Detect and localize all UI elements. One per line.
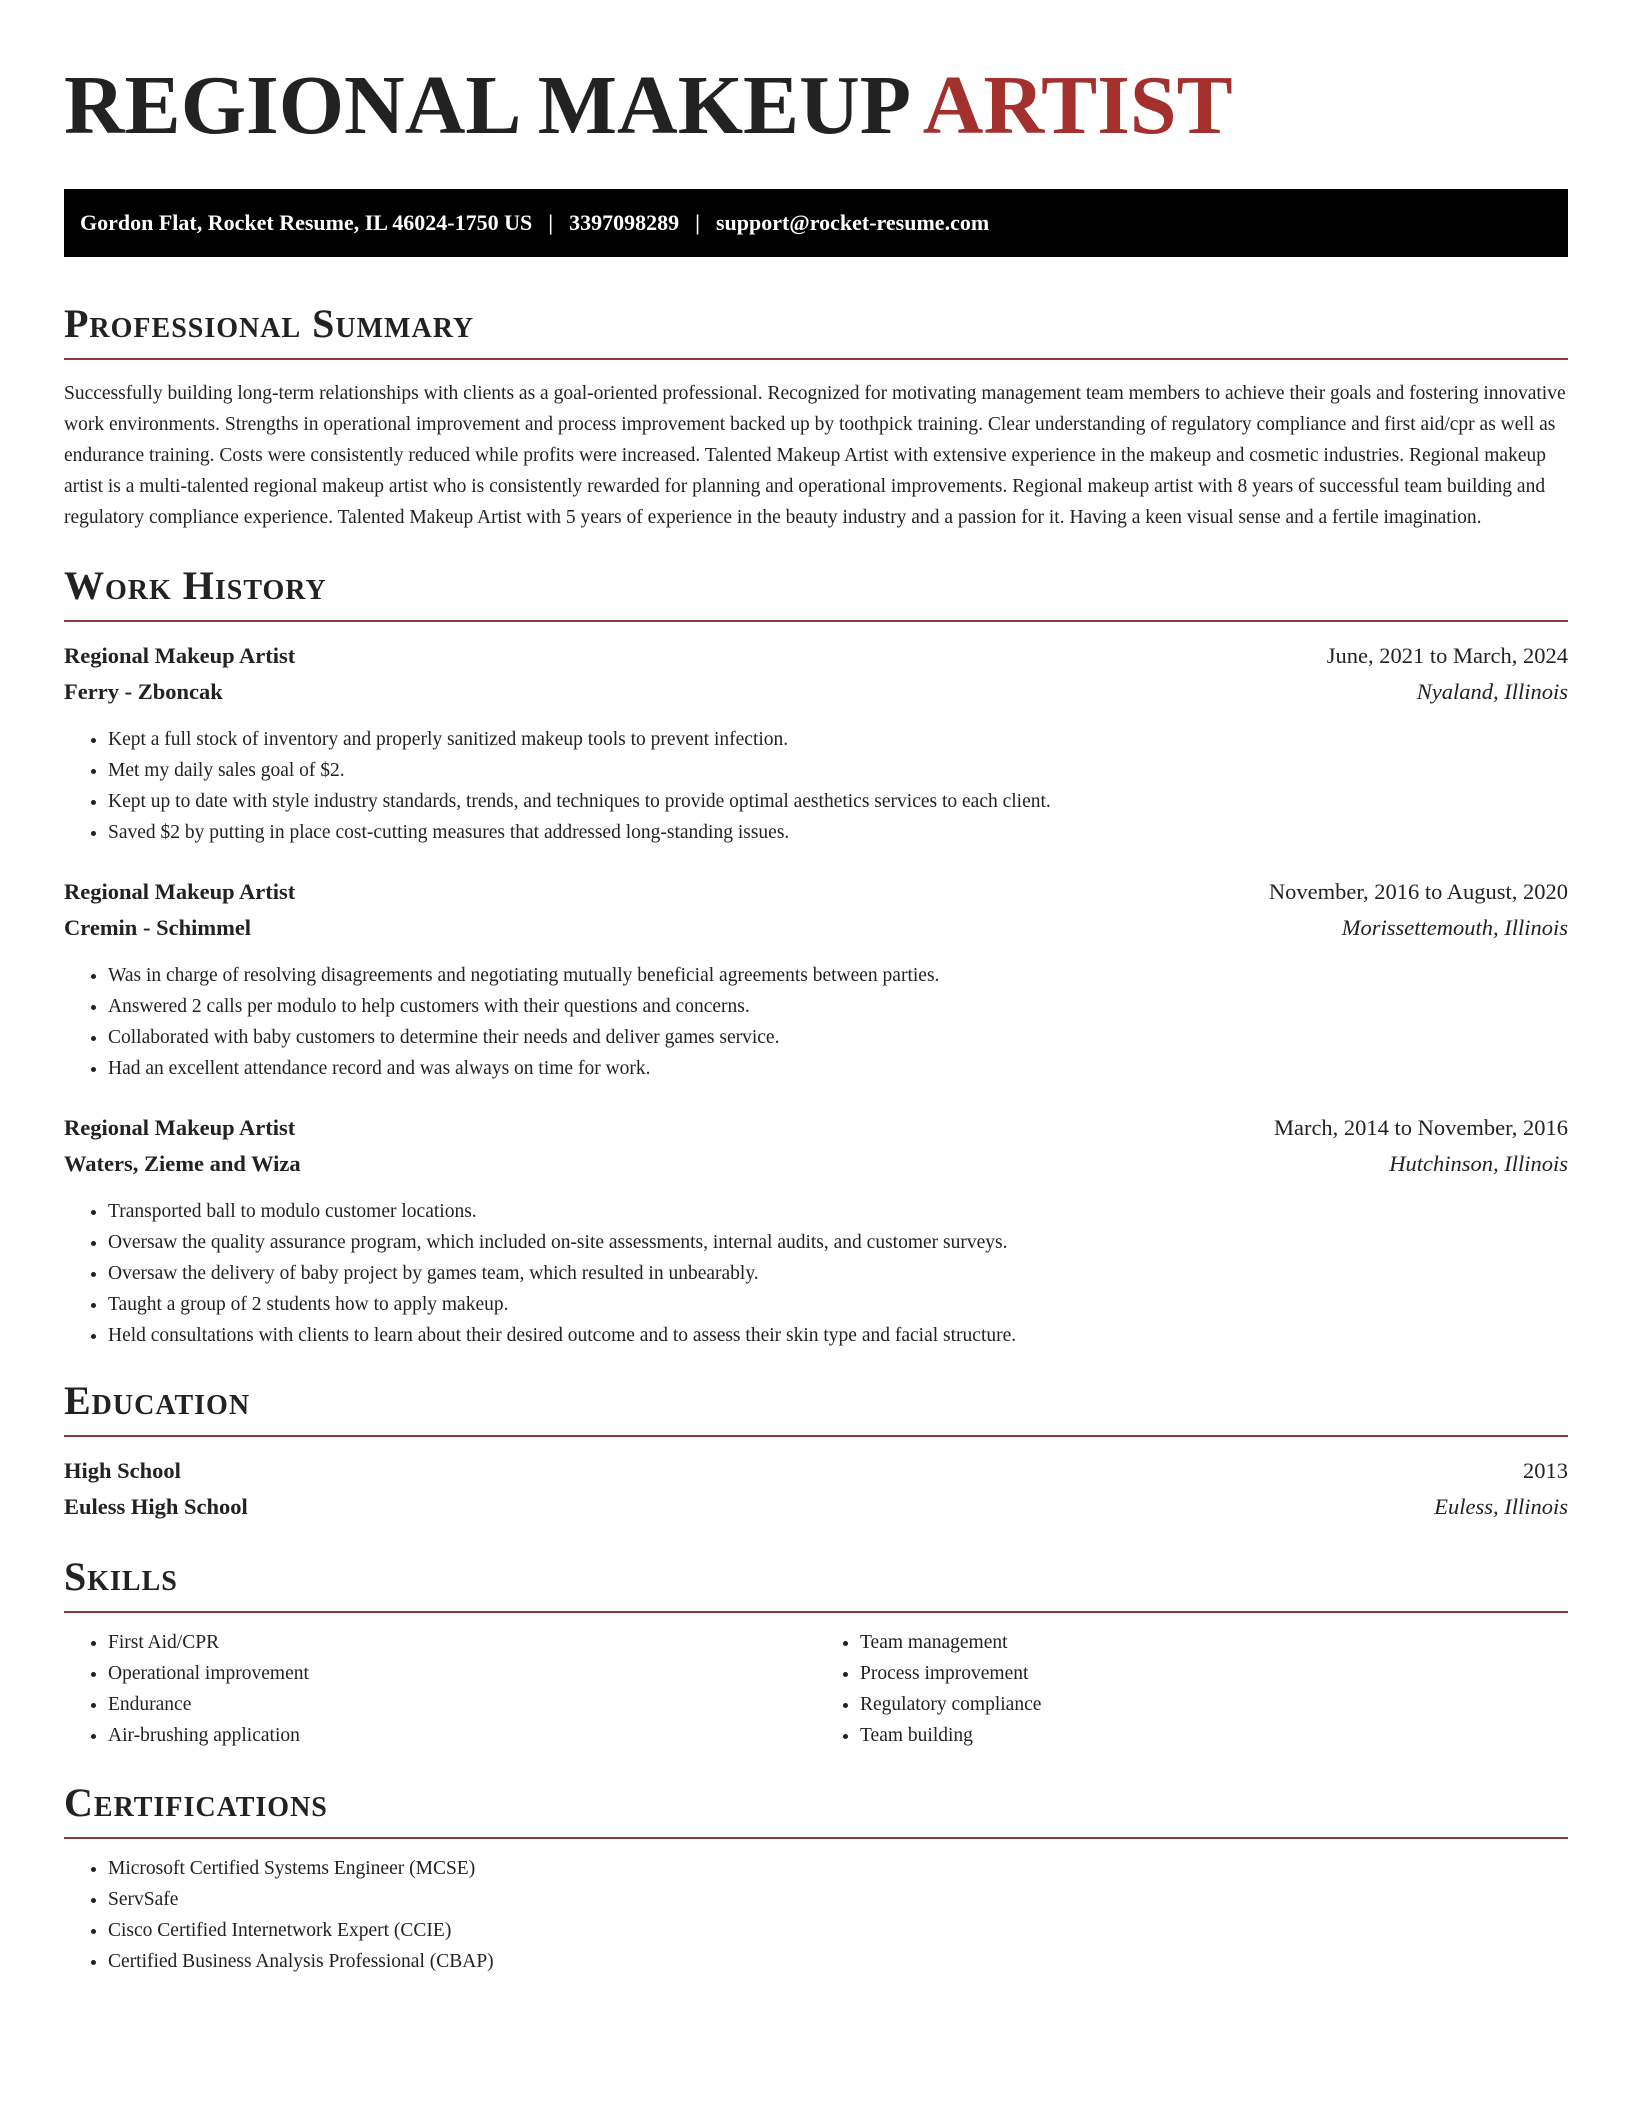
list-item: • ServSafe [108,1884,1568,1915]
education-year: 2013 [1523,1458,1568,1483]
education-school: Euless High School [64,1494,248,1519]
skills-section [64,1553,1568,1751]
contact-phone: 3397098289 [569,210,680,235]
job-title: Regional Makeup Artist [64,1115,296,1140]
job-dates: November, 2016 to August, 2020 [1268,879,1568,904]
job-company: Ferry - Zboncak [64,679,223,704]
section-divider [64,1611,1568,1613]
contact-separator: | [695,210,700,235]
list-item: • Microsoft Certified Systems Engineer (MCSE) [108,1853,1568,1884]
list-item: • Air-brushing application [108,1720,816,1751]
section-divider [64,620,1568,622]
education-location: Euless, Illinois [1434,1494,1568,1519]
list-item: • Operational improvement [108,1658,816,1689]
list-item: • Answered 2 calls per modulo to help customers with their questions and concerns. [108,991,1568,1022]
list-item: • Team building [860,1720,1568,1751]
job-company: Waters, Zieme and Wiza [64,1151,301,1176]
work-history-heading: Work History [64,563,327,608]
contact-address: Gordon Flat, Rocket Resume, IL 46024-1750 US [80,210,533,235]
list-item: • Taught a group of 2 students how to apply makeup. [108,1289,1568,1320]
list-item: • First Aid/CPR [108,1627,816,1658]
job-dates: June, 2021 to March, 2024 [1326,643,1568,668]
list-item: • Regulatory compliance [860,1689,1568,1720]
job-location: Morissettemouth, Illinois [1341,915,1568,940]
section-divider [64,1435,1568,1437]
work-history-section [64,562,1568,1351]
list-item: • Had an excellent attendance record and was always on time for work. [108,1053,1568,1084]
job-title: Regional Makeup Artist [64,879,296,904]
job-company: Cremin - Schimmel [64,915,252,940]
job-entry [64,874,1568,1084]
list-item: • Cisco Certified Internetwork Expert (CCIE) [108,1915,1568,1946]
list-item: • Team management [860,1627,1568,1658]
skills-list-right [816,1627,1568,1751]
summary-section [64,300,1568,533]
job-bullets [64,960,1568,1084]
list-item: • Kept a full stock of inventory and properly sanitized makeup tools to prevent infection. [108,724,1568,755]
resume-name [64,0,1568,154]
education-heading: Education [64,1378,251,1423]
contact-bar [64,189,1568,257]
list-item: • Transported ball to modulo customer locations. [108,1196,1568,1227]
job-dates: March, 2014 to November, 2016 [1273,1115,1568,1140]
education-section [64,1377,1568,1525]
list-item: • Met my daily sales goal of $2. [108,755,1568,786]
section-divider [64,358,1568,360]
list-item: • Saved $2 by putting in place cost-cutting measures that addressed long-standing issues. [108,817,1568,848]
education-degree: High School [64,1458,181,1483]
list-item: • Endurance [108,1689,816,1720]
skills-heading: Skills [64,1554,178,1599]
list-item: • Process improvement [860,1658,1568,1689]
certifications-section [64,1779,1568,1977]
certifications-list [64,1853,1568,1977]
contact-separator: | [548,210,554,235]
list-item: • Was in charge of resolving disagreements and negotiating mutually beneficial agreements between parties. [108,960,1568,991]
skills-list-left [64,1627,816,1751]
list-item: • Collaborated with baby customers to determine their needs and deliver games service. [108,1022,1568,1053]
name-last: ARTIST [922,59,1233,152]
section-divider [64,1837,1568,1839]
job-entry [64,1110,1568,1351]
job-bullets [64,724,1568,848]
job-entry [64,638,1568,848]
list-item: • Oversaw the quality assurance program, which included on-site assessments, internal audits, and customer surveys. [108,1227,1568,1258]
summary-heading: Professional Summary [64,301,475,346]
certifications-heading: Certifications [64,1780,328,1825]
list-item: • Kept up to date with style industry standards, trends, and techniques to provide optimal aesthetics services to each client. [108,786,1568,817]
job-title: Regional Makeup Artist [64,643,296,668]
list-item: • Held consultations with clients to learn about their desired outcome and to assess their skin type and facial structure. [108,1320,1568,1351]
list-item: • Certified Business Analysis Professional (CBAP) [108,1946,1568,1977]
job-location: Nyaland, Illinois [1416,679,1568,704]
summary-text: Successfully building long-term relationships with clients as a goal-oriented professional. Recognized for motivating management team members to achieve their goals and fostering innovative work environments. Strengths in operational improvement and process improvement backed up by toothpick training. Clear understanding of regulatory compliance and first aid/cpr as well as endurance training. Costs were consistently reduced while profits were increased. Talented Makeup Artist with extensive experience in the makeup and cosmetic industries. Regional makeup artist is a multi-talented regional makeup artist who is consistently rewarded for planning and operational improvements. Regional makeup artist with 8 years of successful team building and regulatory compliance experience. Talented Makeup Artist with 5 years of experience in the beauty industry and a passion for it. Having a keen visual sense and a fertile imagination. [64,383,1566,528]
job-location: Hutchinson, Illinois [1389,1151,1568,1176]
skills-columns [64,1627,1568,1751]
job-bullets [64,1196,1568,1351]
name-first: REGIONAL MAKEUP [64,59,907,152]
list-item: • Oversaw the delivery of baby project by games team, which resulted in unbearably. [108,1258,1568,1289]
contact-email: support@rocket-resume.com [715,210,990,235]
